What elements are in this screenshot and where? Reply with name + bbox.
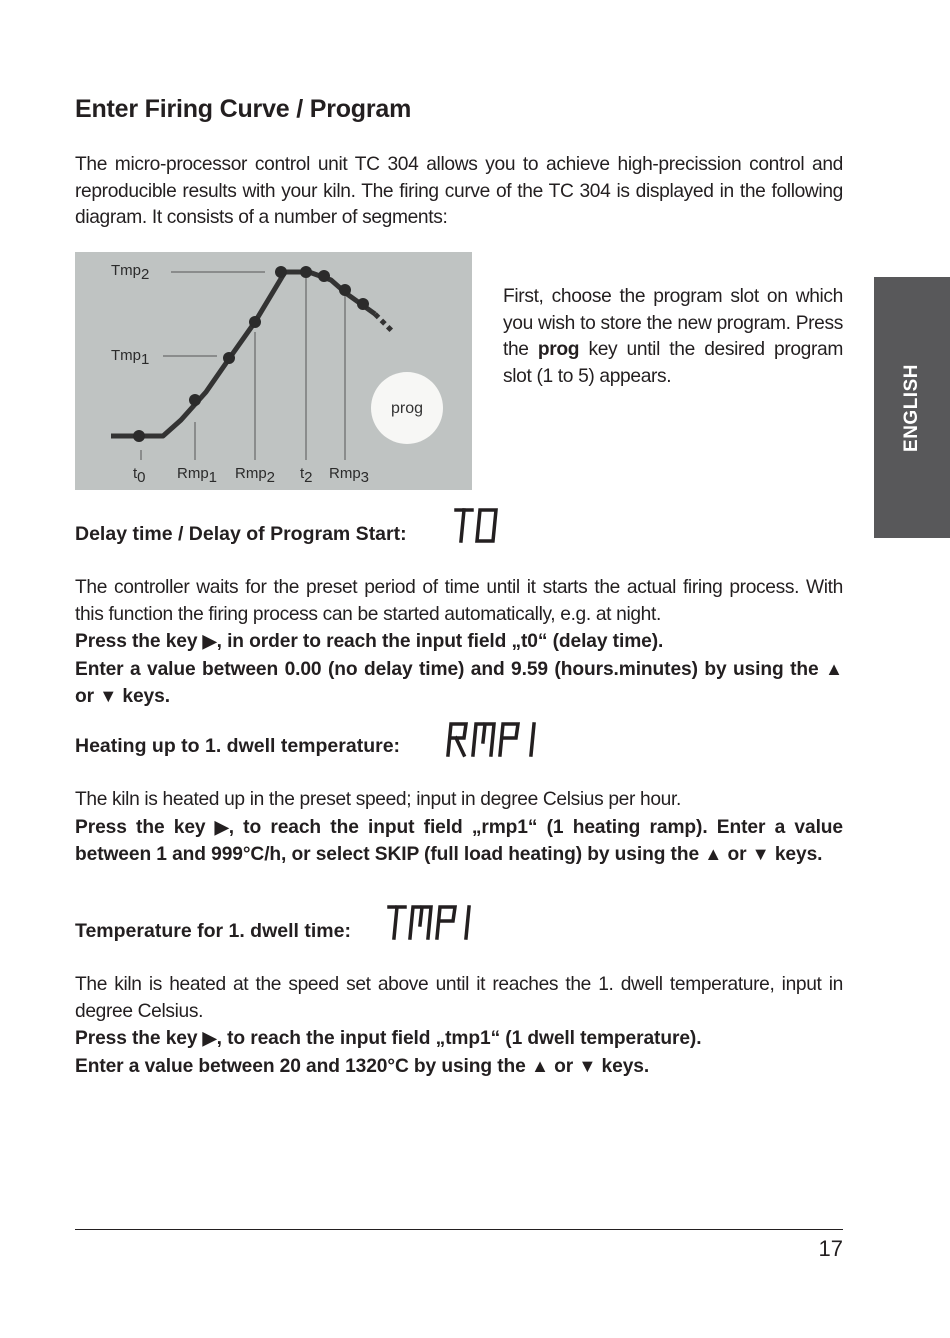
curve-point xyxy=(249,316,261,328)
language-tab-label: ENGLISH xyxy=(901,363,922,452)
ramp-paragraph: The kiln is heated up in the preset speed; input in degree Celsius per hour. Press the key ▶, to reach the input field „rmp1“ (1 heating ramp). Enter a value between 1 and 999°C/h, or select SKIP (full load heating) by using the ▲ or ▼ keys. xyxy=(75,787,843,869)
temp-heading: Temperature for 1. dwell time: xyxy=(75,920,351,942)
tmp2-subscript: 2 xyxy=(141,266,150,283)
curve-point xyxy=(300,266,312,278)
lcd-tmp1-display xyxy=(385,903,475,941)
svg-text:Rmp3 xyxy=(329,465,369,486)
prog-button-label: prog xyxy=(390,400,424,417)
svg-text:Rmp2 xyxy=(235,465,275,486)
tmp1-subscript: 1 xyxy=(141,351,150,368)
right-arrow-icon: ▶ xyxy=(202,630,217,651)
svg-text:t0 xyxy=(133,465,146,486)
rmp1-subscript: 1 xyxy=(208,469,218,486)
delay-paragraph: The controller waits for the preset period of time until it starts the actual firing process. With this function the firing process can be started automatically, e.g. at night. Press the key ▶, in order to reach the input field „t0“ (delay time). Enter a value between 0.00 (no delay time) and 9.59 (hours.minutes) by using the ▲ or ▼ keys. xyxy=(75,575,843,711)
down-arrow-icon: ▼ xyxy=(751,843,770,864)
curve-point xyxy=(357,298,369,310)
down-arrow-icon: ▼ xyxy=(578,1054,597,1076)
page-number: 17 xyxy=(818,1236,843,1261)
curve-point xyxy=(318,270,330,282)
right-arrow-icon: ▶ xyxy=(214,815,229,837)
svg-text:Tmp1 xyxy=(111,347,149,368)
t2-subscript: 2 xyxy=(304,469,313,486)
lcd-rmp1-display xyxy=(442,720,542,758)
right-arrow-icon: ▶ xyxy=(202,1027,217,1048)
rmp2-label: Rmp xyxy=(235,465,267,482)
svg-text:t2 xyxy=(300,465,313,486)
page-title: Enter Firing Curve / Program xyxy=(75,95,412,123)
curve-point xyxy=(223,352,235,364)
rmp3-subscript: 3 xyxy=(360,469,370,486)
curve-point xyxy=(189,394,201,406)
curve-point xyxy=(133,430,145,442)
up-arrow-icon: ▲ xyxy=(825,657,843,679)
t0-subscript: 0 xyxy=(137,469,146,486)
language-tab xyxy=(874,277,950,538)
lcd-t0-display xyxy=(452,506,500,544)
program-slot-instruction: First, choose the program slot on which you wish to store the new program. Press the prog key until the desired program slot (1 to 5) appears. xyxy=(503,286,843,387)
firing-curve-diagram xyxy=(75,252,472,490)
t2-label: t xyxy=(300,465,305,482)
up-arrow-icon: ▲ xyxy=(530,1054,549,1076)
temp-paragraph: The kiln is heated at the speed set above until it reaches the 1. dwell temperature, input in degree Celsius. Press the key ▶, to reach the input field „tmp1“ (1 dwell temperature). Enter a value between 20 and 1320°C by using the ▲ or ▼ keys. xyxy=(75,972,843,1080)
curve-point xyxy=(275,266,287,278)
tmp1-label: Tmp xyxy=(111,347,141,364)
footer-rule xyxy=(75,1229,843,1230)
delay-heading: Delay time / Delay of Program Start: xyxy=(75,523,407,545)
intro-paragraph: The micro-processor control unit TC 304 allows you to achieve high-precission control and reproducible results with your kiln. The firing curve of the TC 304 is displayed in the following diagram. It consists of a number of segments: xyxy=(75,154,843,228)
rmp1-label: Rmp xyxy=(177,465,209,482)
up-arrow-icon: ▲ xyxy=(704,843,723,864)
svg-text:Rmp1 xyxy=(177,465,217,486)
down-arrow-icon: ▼ xyxy=(99,685,118,706)
rmp3-label: Rmp xyxy=(329,465,361,482)
ramp-heading: Heating up to 1. dwell temperature: xyxy=(75,735,401,757)
curve-point xyxy=(339,284,351,296)
svg-text:Tmp2 xyxy=(111,262,149,283)
rmp2-subscript: 2 xyxy=(266,469,276,486)
tmp2-label: Tmp xyxy=(111,262,141,279)
t0-label: t xyxy=(133,465,138,482)
